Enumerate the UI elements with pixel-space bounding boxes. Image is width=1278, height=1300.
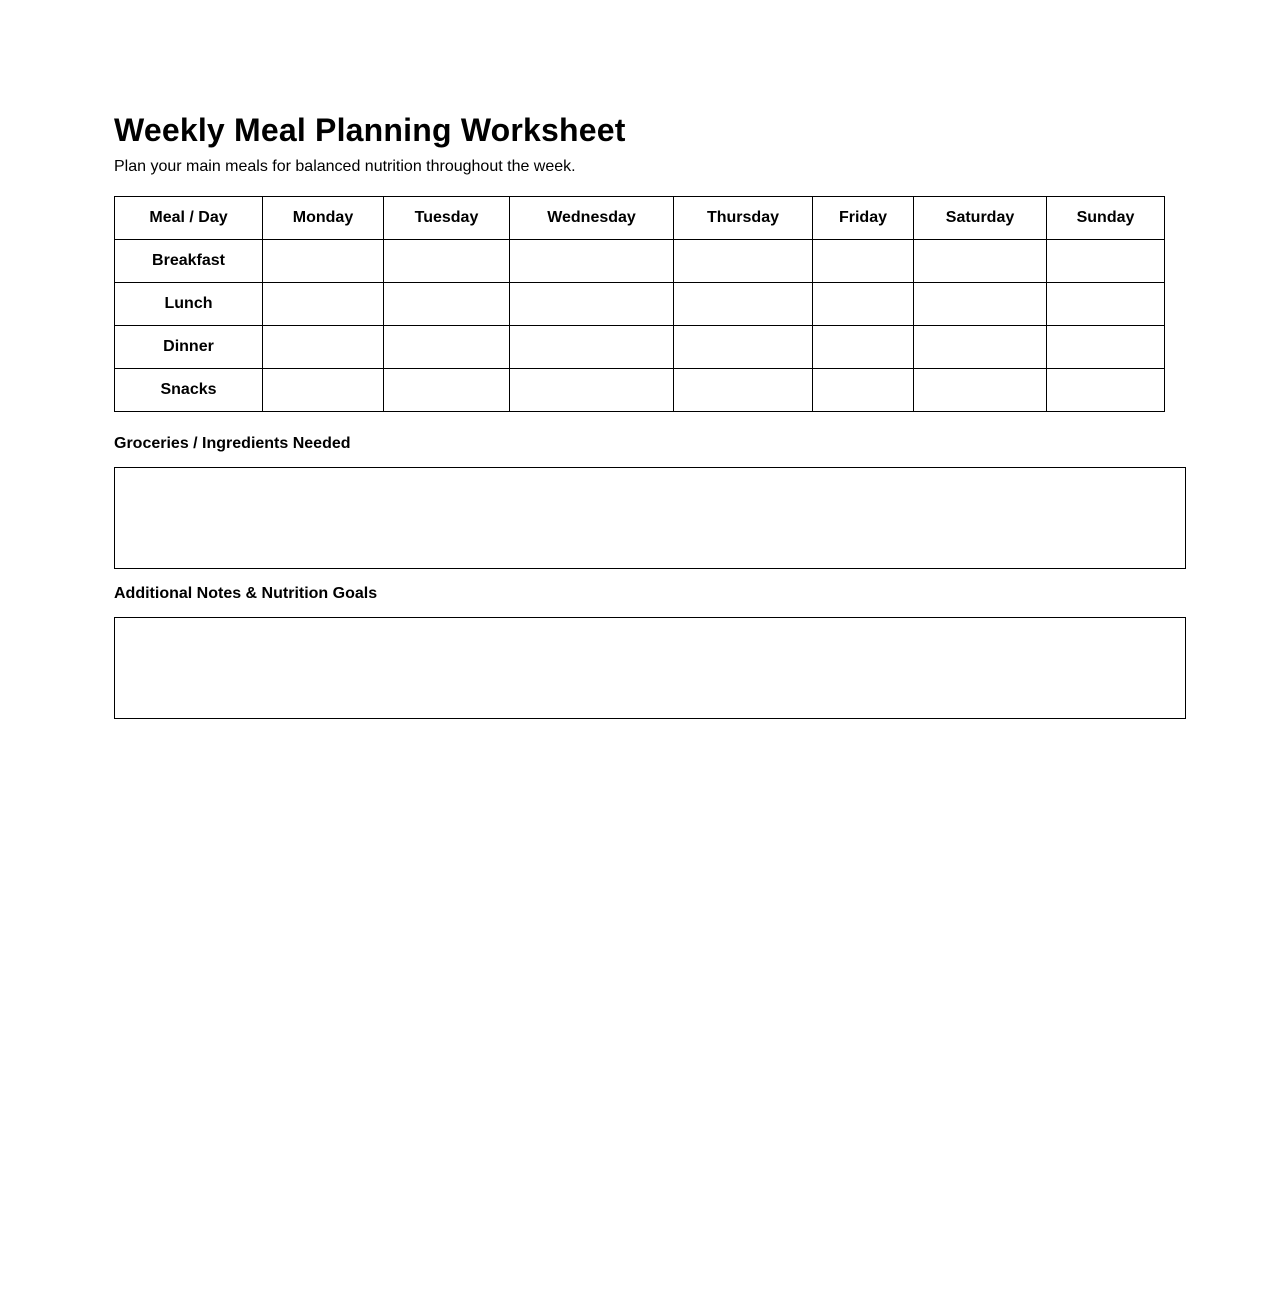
cell-dinner-saturday[interactable] <box>914 326 1047 369</box>
cell-dinner-tuesday[interactable] <box>384 326 510 369</box>
table-row-dinner <box>115 326 1165 369</box>
header-thursday: Thursday <box>674 197 813 240</box>
cell-snacks-wednesday[interactable] <box>510 369 674 412</box>
cell-snacks-thursday[interactable] <box>674 369 813 412</box>
table-header-row <box>115 197 1165 240</box>
cell-snacks-saturday[interactable] <box>914 369 1047 412</box>
groceries-text-box[interactable] <box>114 467 1186 569</box>
cell-lunch-thursday[interactable] <box>674 283 813 326</box>
table-row-breakfast <box>115 240 1165 283</box>
page-title: Weekly Meal Planning Worksheet <box>114 112 626 148</box>
table-row-snacks <box>115 369 1165 412</box>
cell-lunch-monday[interactable] <box>263 283 384 326</box>
header-monday: Monday <box>263 197 384 240</box>
cell-snacks-friday[interactable] <box>813 369 914 412</box>
header-tuesday: Tuesday <box>384 197 510 240</box>
notes-text-box[interactable] <box>114 617 1186 719</box>
row-label-breakfast: Breakfast <box>115 240 263 283</box>
cell-breakfast-monday[interactable] <box>263 240 384 283</box>
row-label-dinner: Dinner <box>115 326 263 369</box>
cell-dinner-friday[interactable] <box>813 326 914 369</box>
cell-breakfast-sunday[interactable] <box>1047 240 1165 283</box>
header-friday: Friday <box>813 197 914 240</box>
cell-breakfast-friday[interactable] <box>813 240 914 283</box>
cell-breakfast-wednesday[interactable] <box>510 240 674 283</box>
cell-dinner-sunday[interactable] <box>1047 326 1165 369</box>
cell-lunch-saturday[interactable] <box>914 283 1047 326</box>
row-label-snacks: Snacks <box>115 369 263 412</box>
cell-lunch-tuesday[interactable] <box>384 283 510 326</box>
cell-dinner-monday[interactable] <box>263 326 384 369</box>
header-wednesday: Wednesday <box>510 197 674 240</box>
meal-planning-table <box>114 196 1165 412</box>
table-row-lunch <box>115 283 1165 326</box>
cell-breakfast-tuesday[interactable] <box>384 240 510 283</box>
groceries-section-label: Groceries / Ingredients Needed <box>114 435 351 452</box>
cell-lunch-wednesday[interactable] <box>510 283 674 326</box>
cell-snacks-tuesday[interactable] <box>384 369 510 412</box>
cell-snacks-sunday[interactable] <box>1047 369 1165 412</box>
cell-snacks-monday[interactable] <box>263 369 384 412</box>
notes-section-label: Additional Notes & Nutrition Goals <box>114 585 378 602</box>
header-meal-day: Meal / Day <box>115 197 263 240</box>
worksheet-page <box>114 108 1186 719</box>
cell-dinner-thursday[interactable] <box>674 326 813 369</box>
header-sunday: Sunday <box>1047 197 1165 240</box>
cell-breakfast-thursday[interactable] <box>674 240 813 283</box>
cell-dinner-wednesday[interactable] <box>510 326 674 369</box>
row-label-lunch: Lunch <box>115 283 263 326</box>
header-saturday: Saturday <box>914 197 1047 240</box>
cell-lunch-friday[interactable] <box>813 283 914 326</box>
cell-lunch-sunday[interactable] <box>1047 283 1165 326</box>
cell-breakfast-saturday[interactable] <box>914 240 1047 283</box>
page-subtitle: Plan your main meals for balanced nutrition throughout the week. <box>114 158 576 175</box>
